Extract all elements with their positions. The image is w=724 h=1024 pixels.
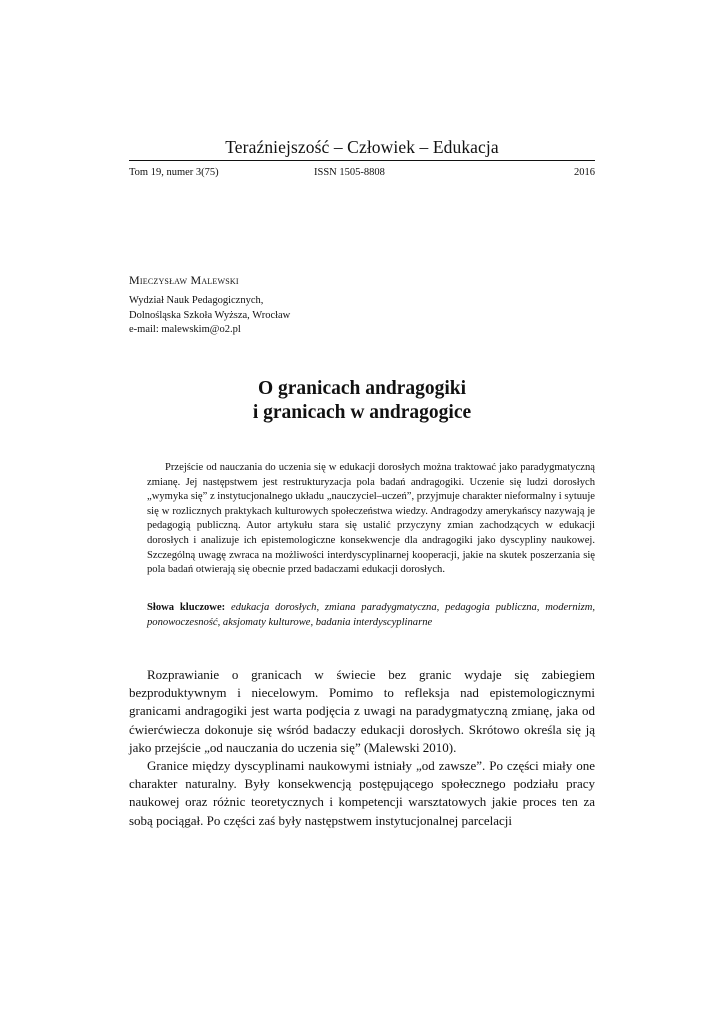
body-paragraph: Rozprawianie o granicach w świecie bez granic wydaje się zabiegiem bezproduktywnym i niecelowym. Pomimo to refleksja nad epistemologicznymi granicami andragogiki jest warta podjęcia z uwagi na paradygmatyczną zmianę, jaka od ćwierćwiecza dokonuje się wśród badaczy edukacji dorosłych. Skrótowo określa się ją jako przejście „od nauczania do uczenia się” (Malewski 2010). (129, 667, 595, 755)
article-title-line: i granicach w andragogice (252, 402, 472, 423)
journal-title: Teraźniejszość – Człowiek – Edukacja (225, 137, 499, 157)
author-name: Mieczysław Malewski (129, 273, 239, 287)
keywords (147, 601, 595, 630)
publication-year: 2016 (574, 167, 595, 178)
volume-info: Tom 19, numer 3(75) (129, 167, 219, 178)
article-title-line: O granicach andragogiki (257, 378, 467, 399)
body-text (129, 666, 595, 830)
abstract: Przejście od nauczania do uczenia się w edukacji dorosłych można traktować jako paradygmatyczną zmianę. Jej następstwem jest restrukturyzacja pola badań andragogiki. Uczenie się ludzi dorosłych „wymyka się” z instytucjonalnego układu „nauczyciel–uczeń”, przyjmuje charakter nieformalny i sytuuje się w rozlicznych praktykach kulturowych społeczeństwa wiedzy. Andragodzy amerykańscy nazywają je pedagogią publiczną. Autor artykułu stara się ustalić przyczyny zmian zachodzących w edukacji dorosłych i analizuje ich epistemologiczne konsekwencje dla andragogiki jako dyscypliny naukowej. Szczególną uwagę zwraca na możliwości interdyscyplinarnej kooperacji, jakie na skutek poszerzania się pola badań otwierają się obecnie przed badaczami edukacji dorosłych. (147, 462, 595, 576)
keywords-text: edukacja dorosłych, zmiana paradygmatyczna, pedagogia publiczna, modernizm, ponowoczesność, aksjomaty kulturowe, badania interdyscyplinarne (147, 602, 595, 628)
affiliation-line: Wydział Nauk Pedagogicznych, (129, 295, 264, 306)
keywords-label: Słowa kluczowe: (147, 602, 226, 613)
issn: ISSN 1505-8808 (314, 167, 385, 178)
journal-meta (129, 167, 595, 183)
body-paragraph: Granice między dyscyplinami naukowymi istniały „od zawsze”. Po części miały one charakter naturalny. Były konsekwencją postępującego społecznego podziału pracy naukowej oraz różnic teoretycznych i kompetencji warsztatowych jakie proces ten za sobą pociągał. Po części zaś były następstwem instytucjonalnej parcelacji (129, 758, 595, 828)
header-rule (129, 160, 595, 161)
author-affiliation (129, 294, 429, 338)
affiliation-line: Dolnośląska Szkoła Wyższa, Wrocław (129, 309, 291, 321)
article-title (129, 377, 595, 425)
author-email: e-mail: malewskim@o2.pl (129, 324, 241, 335)
